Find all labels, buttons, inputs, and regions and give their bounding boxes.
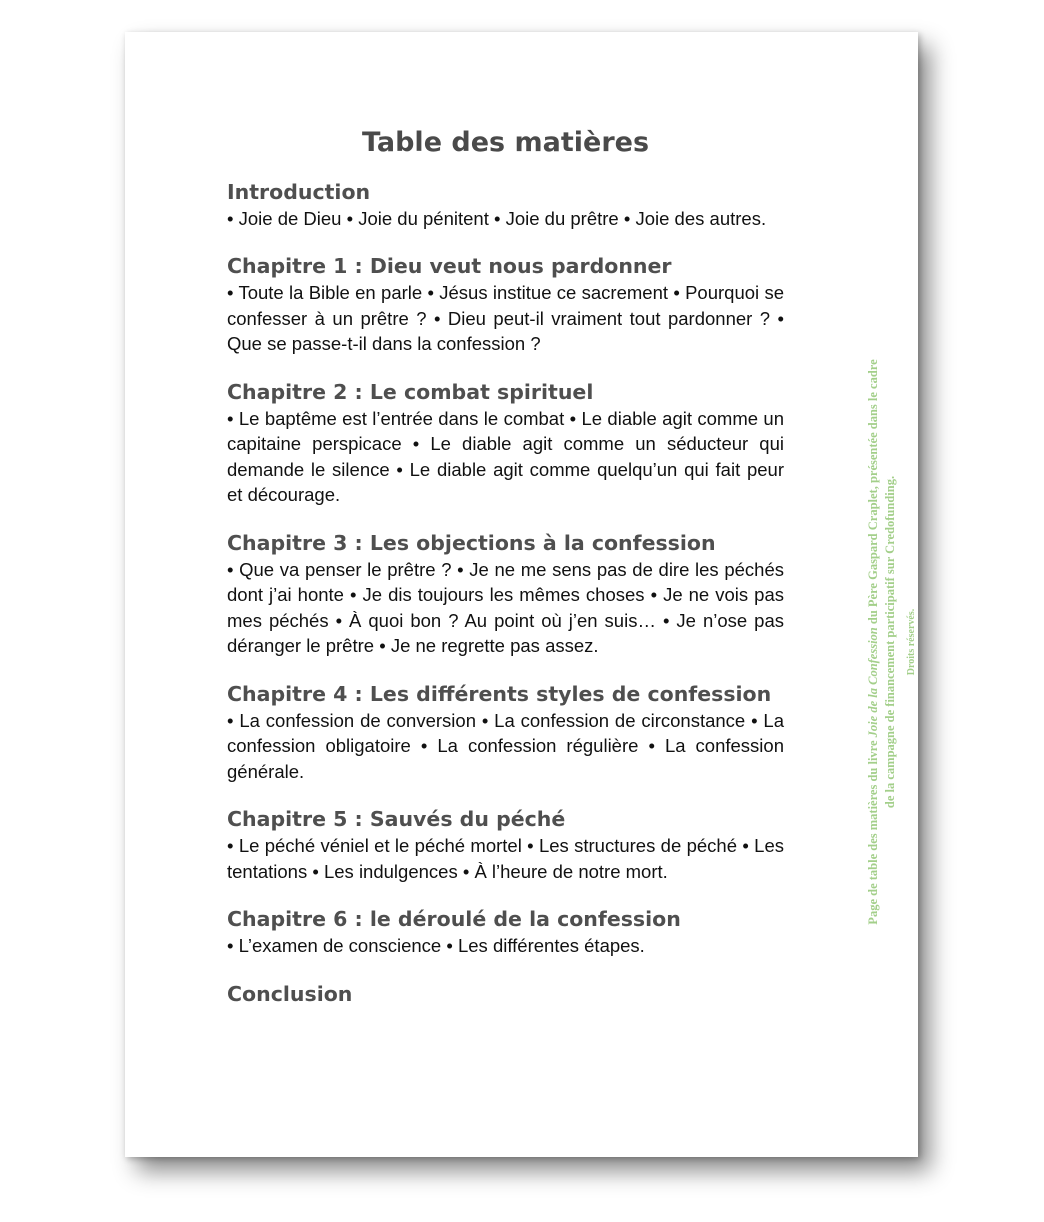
section-heading: Chapitre 3 : Les objections à la confession xyxy=(227,530,716,555)
section-heading: Introduction xyxy=(227,179,371,204)
document-page xyxy=(125,32,918,1157)
section-body: • La confession de conversion • La confession de circonstance • La confession obligatoire • La confession régulière • La confession générale. xyxy=(227,709,784,782)
page-title: Table des matières xyxy=(361,127,650,158)
note-suffix: du Père Gaspard Craplet, présentée dans le cadre xyxy=(866,359,880,628)
toc-section-introduction xyxy=(227,180,784,232)
toc-section-chapter-3 xyxy=(227,531,784,659)
note-prefix: Page de table des matières du livre xyxy=(866,737,880,925)
section-body: • Joie de Dieu • Joie du pénitent • Joie du prêtre • Joie des autres. xyxy=(227,207,767,229)
toc-section-chapter-4 xyxy=(227,682,784,785)
copyright-note-text xyxy=(865,292,920,992)
table-of-contents xyxy=(227,128,784,1030)
toc-section-chapter-6 xyxy=(227,907,784,959)
copyright-note-line-2: de la campagne de financement participatif sur Credofunding. xyxy=(883,475,897,809)
toc-section-chapter-1 xyxy=(227,254,784,357)
book-title: Joie de la Confession xyxy=(866,627,880,738)
section-heading: Chapitre 5 : Sauvés du péché xyxy=(227,807,566,832)
copyright-note-line-1 xyxy=(865,292,882,992)
toc-section-conclusion xyxy=(227,982,784,1007)
section-heading: Chapitre 6 : le déroulé de la confession xyxy=(227,907,681,932)
section-body: • Le péché véniel et le péché mortel • Les structures de péché • Les tentations • Les indulgences • À l’heure de notre mort. xyxy=(227,835,784,882)
section-heading: Chapitre 2 : Le combat spirituel xyxy=(227,379,594,404)
section-body: • Toute la Bible en parle • Jésus institue ce sacrement • Pourquoi se confesser à un prêtre ? • Dieu peut-il vraiment tout pardonner ? • Que se passe-t-il dans la confession ? xyxy=(227,282,784,355)
rights-reserved: Droits réservés. xyxy=(906,608,917,676)
toc-section-chapter-2 xyxy=(227,380,784,508)
section-heading: Chapitre 1 : Dieu veut nous pardonner xyxy=(227,254,672,279)
section-body: • L’examen de conscience • Les différentes étapes. xyxy=(227,935,645,957)
section-heading: Conclusion xyxy=(227,981,353,1006)
section-body: • Le baptême est l’entrée dans le combat • Le diable agit comme un capitaine perspicace • Le diable agit comme un séducteur qui demande le silence • Le diable agit comme quelqu’un qui fait peur et décourage. xyxy=(227,407,784,506)
section-body: • Que va penser le prêtre ? • Je ne me sens pas de dire les péchés dont j’ai honte • Je dis toujours les mêmes choses • Je ne vois pas mes péchés • À quoi bon ? Au point où j’en suis… • Je n’ose pas déranger le prêtre • Je ne regrette pas assez. xyxy=(227,558,784,657)
toc-section-chapter-5 xyxy=(227,807,784,884)
section-heading: Chapitre 4 : Les différents styles de confession xyxy=(227,681,772,706)
